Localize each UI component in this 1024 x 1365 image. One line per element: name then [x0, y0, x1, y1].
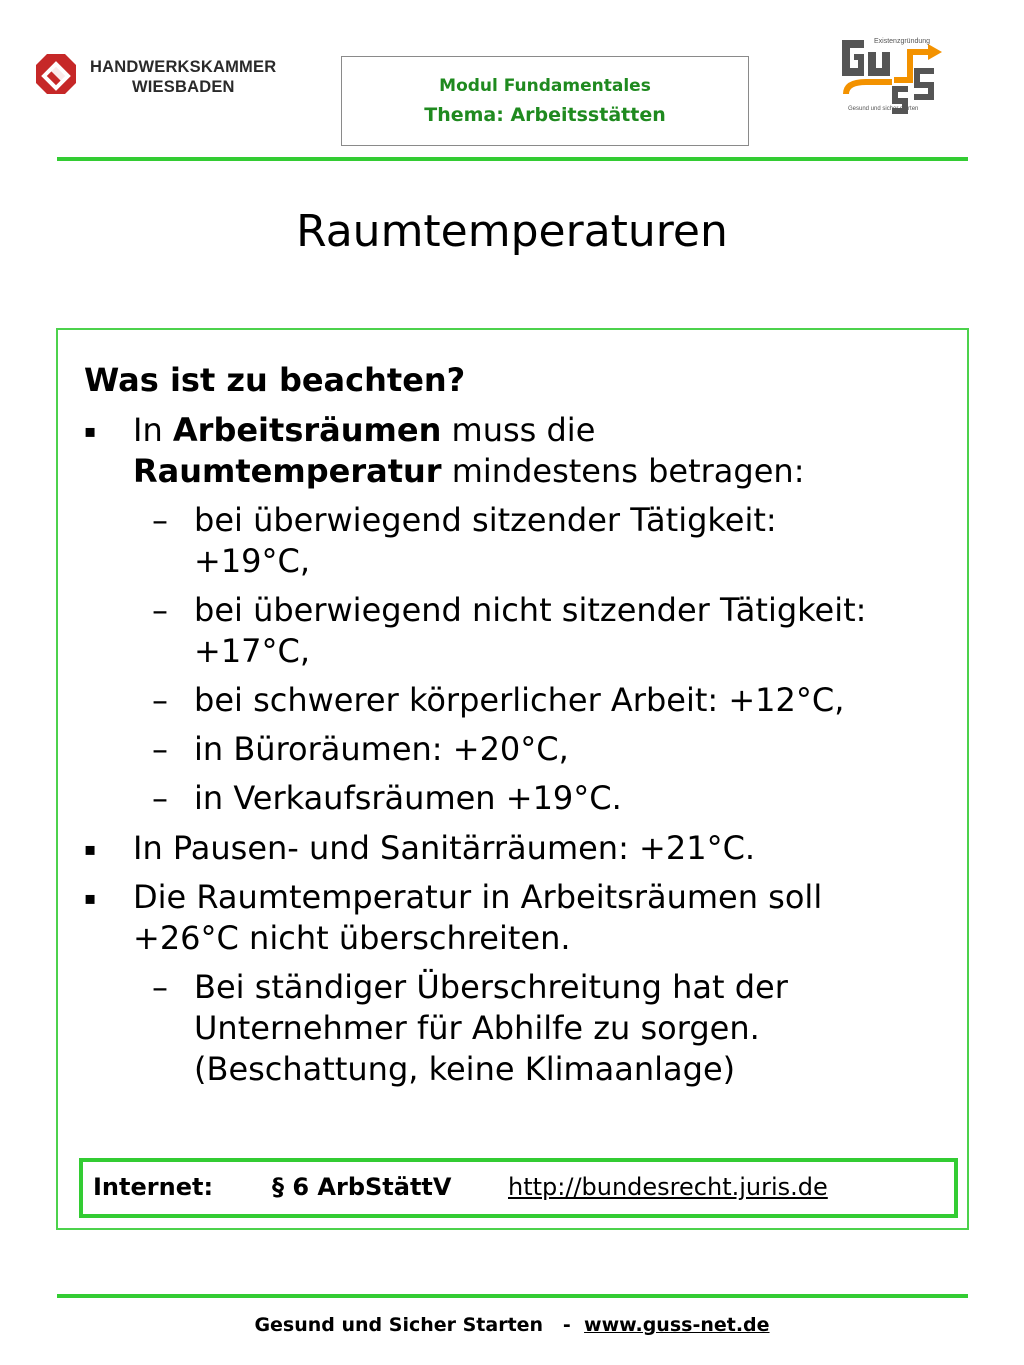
sub-item-5: in Verkaufsräumen +19°C. — [194, 779, 622, 817]
org-name — [90, 57, 276, 97]
bullet-1-bold-raumtemperatur: Raumtemperatur — [133, 452, 442, 490]
section-heading: Was ist zu beachten? — [84, 361, 466, 399]
page-title: Raumtemperaturen — [296, 206, 728, 257]
bullet-1-post: mindestens betragen: — [441, 452, 805, 490]
sub-item-2-line1: bei überwiegend nicht sitzender Tätigkeit: — [194, 591, 867, 629]
bullet-marker: ▪ — [84, 839, 97, 860]
bullet-1-pre: In — [133, 411, 173, 449]
footer-text: Gesund und Sicher Starten - — [254, 1314, 585, 1336]
sub-item-6-line2: Unternehmer für Abhilfe zu sorgen. — [194, 1009, 760, 1047]
juris-link[interactable]: http://bundesrecht.juris.de — [508, 1173, 828, 1201]
guss-tagline-bottom: Gesund und sicher starten — [848, 106, 919, 112]
org-name-line2: WIESBADEN — [132, 78, 235, 96]
bullet-3-line1: Die Raumtemperatur in Arbeitsräumen soll — [133, 878, 823, 916]
bullet-1-line2 — [133, 451, 804, 492]
modul-topic: Thema: Arbeitsstätten — [424, 104, 666, 126]
footer — [0, 1314, 1024, 1336]
law-reference: § 6 ArbStättV — [272, 1173, 452, 1201]
dash-marker: – — [152, 501, 168, 539]
dash-marker: – — [152, 779, 168, 817]
top-divider — [57, 157, 968, 161]
sub-item-1-line1: bei überwiegend sitzender Tätigkeit: — [194, 501, 777, 539]
modul-title: Modul Fundamentales — [439, 76, 651, 96]
sub-item-6-line3: (Beschattung, keine Klimaanlage) — [194, 1050, 736, 1088]
guss-logo-icon — [836, 34, 948, 116]
bullet-3-line2: +26°C nicht überschreiten. — [133, 919, 571, 957]
bullet-1-bold-arbeitsraeume: Arbeitsräumen — [172, 411, 442, 449]
sub-item-6-line1: Bei ständiger Überschreitung hat der — [194, 968, 788, 1006]
sub-item-3: bei schwerer körperlicher Arbeit: +12°C, — [194, 681, 845, 719]
org-name-line1: HANDWERKSKAMMER — [90, 58, 277, 76]
dash-marker: – — [152, 968, 168, 1006]
guss-tagline-top: Existenzgründung — [874, 38, 931, 45]
sub-item-2-line2: +17°C, — [194, 632, 311, 670]
bottom-divider — [57, 1294, 968, 1298]
bullet-marker: ▪ — [84, 421, 97, 442]
modul-box — [341, 56, 749, 146]
dash-marker: – — [152, 591, 168, 629]
bullet-2: In Pausen- und Sanitärräumen: +21°C. — [133, 829, 756, 867]
bullet-1-line1 — [133, 410, 595, 451]
dash-marker: – — [152, 681, 168, 719]
internet-label: Internet: — [93, 1173, 214, 1201]
bullet-marker: ▪ — [84, 888, 97, 909]
footer-link[interactable]: www.guss-net.de — [584, 1314, 770, 1336]
sub-item-1-line2: +19°C, — [194, 542, 311, 580]
bullet-1-mid: muss die — [441, 411, 596, 449]
sub-item-4: in Büroräumen: +20°C, — [194, 730, 569, 768]
dash-marker: – — [152, 730, 168, 768]
hwk-emblem-icon — [34, 52, 78, 96]
